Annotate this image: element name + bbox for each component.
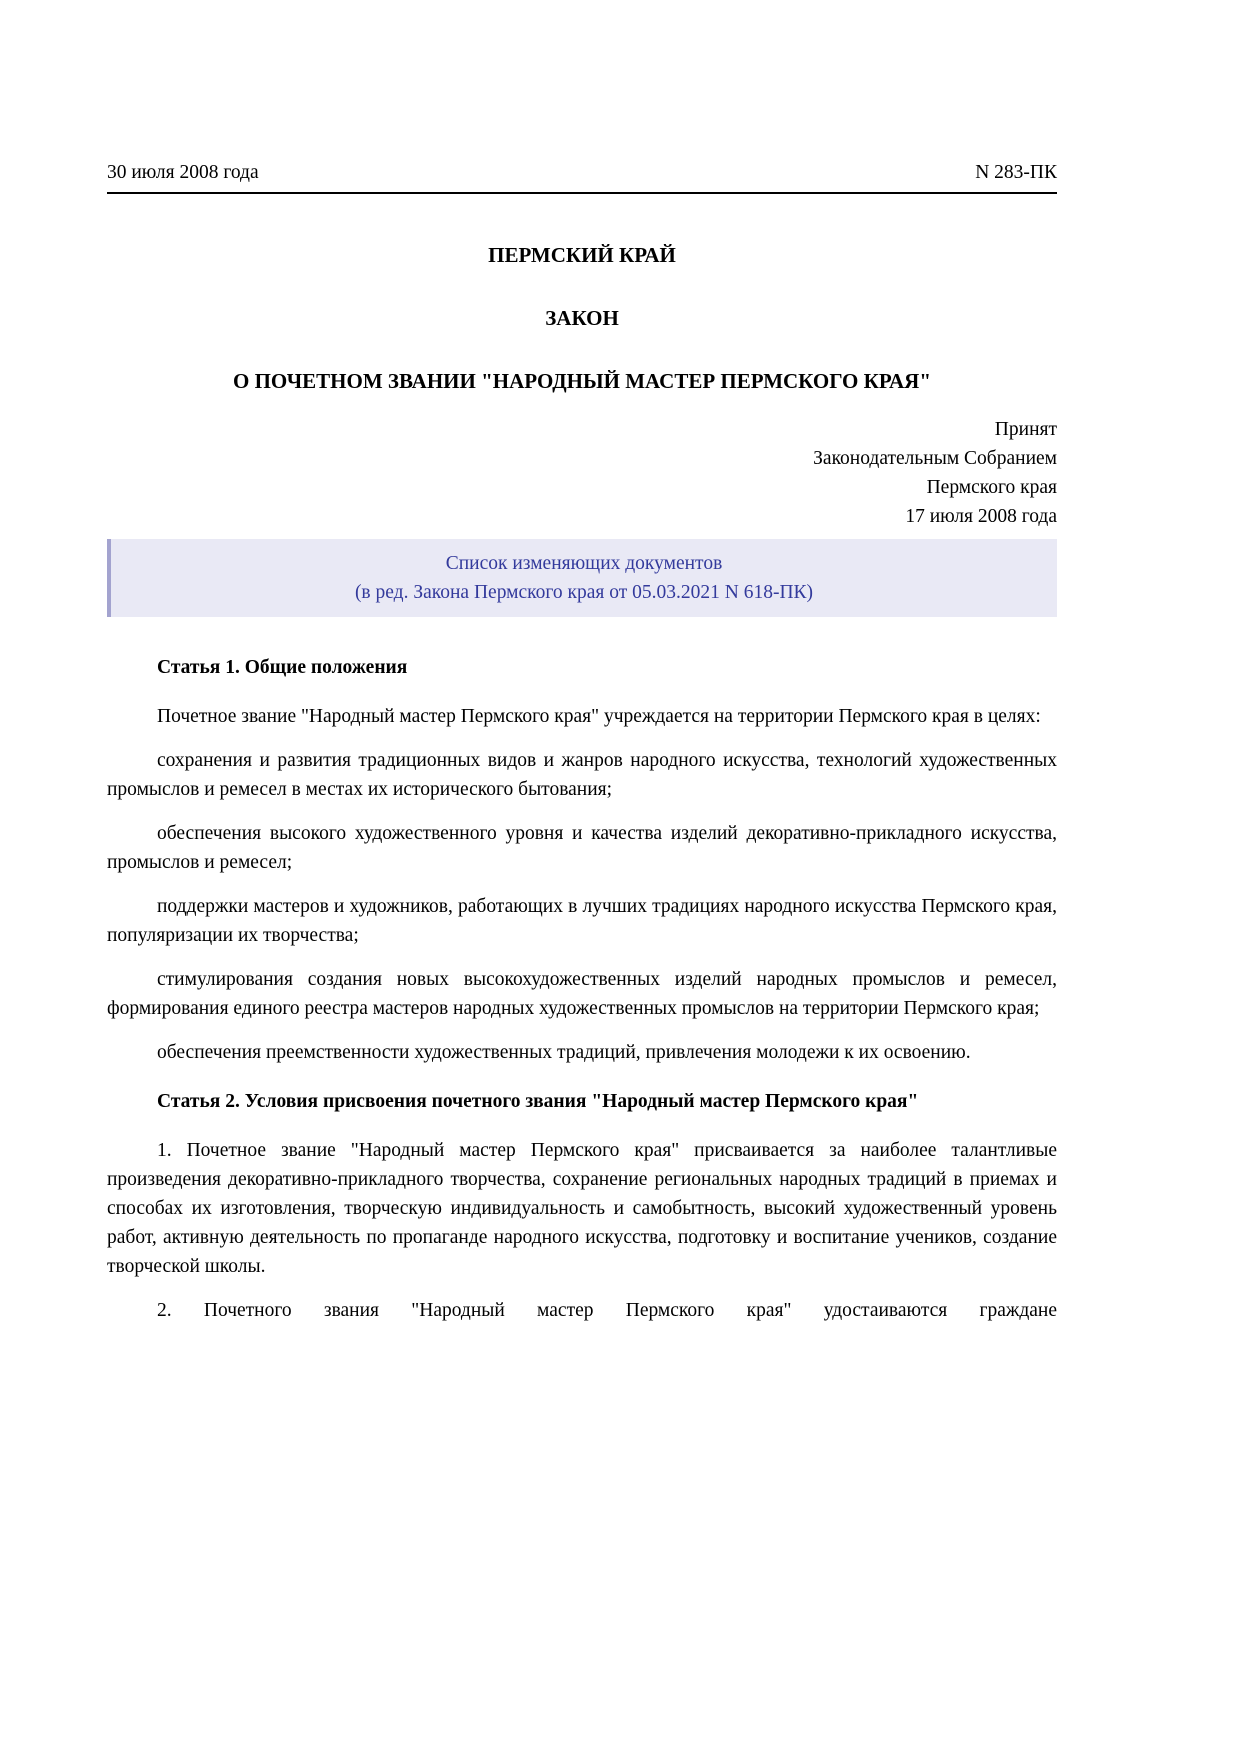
- document-date: 30 июля 2008 года: [107, 162, 259, 183]
- article-1-paragraph-4: поддержки мастеров и художников, работающих в лучших традициях народного искусства Пермского края, популяризации их творчества;: [107, 896, 1057, 946]
- document-number: N 283-ПК: [975, 162, 1057, 183]
- document-type: ЗАКОН: [545, 306, 619, 330]
- document-title: О ПОЧЕТНОМ ЗВАНИИ "НАРОДНЫЙ МАСТЕР ПЕРМСКОГО КРАЯ": [233, 369, 931, 393]
- adoption-line-3: Пермского края: [926, 477, 1057, 498]
- adoption-block: [107, 415, 1057, 531]
- adoption-line-1: Принят: [994, 419, 1057, 440]
- amendments-note: [107, 539, 1057, 617]
- article-1-paragraph-5: стимулирования создания новых высокохудожественных изделий народных промыслов и ремесел, формирования единого реестра мастеров народных художественных промыслов на территории Пермского края;: [107, 969, 1057, 1019]
- article-1-paragraph-3: обеспечения высокого художественного уровня и качества изделий декоративно-прикладного искусства, промыслов и ремесел;: [107, 823, 1057, 873]
- article-1-heading: Статья 1. Общие положения: [157, 657, 408, 678]
- article-1-paragraph-2: сохранения и развития традиционных видов и жанров народного искусства, технологий художественных промыслов и ремесел в местах их исторического бытования;: [107, 750, 1057, 800]
- adoption-line-2: Законодательным Собранием: [813, 448, 1057, 469]
- amendments-revision: (в ред. Закона Пермского края от 05.03.2021 N 618-ПК): [354, 582, 814, 603]
- amendments-title: Список изменяющих документов: [445, 553, 723, 574]
- article-2-paragraph-2: 2. Почетного звания "Народный мастер Пермского края" удостаиваются граждане: [157, 1300, 1057, 1321]
- region-name: ПЕРМСКИЙ КРАЙ: [488, 243, 676, 267]
- article-1-paragraph-1: Почетное звание "Народный мастер Пермского края" учреждается на территории Пермского края в целях:: [157, 706, 1041, 727]
- document-header: [107, 158, 1057, 187]
- article-1-paragraph-6: обеспечения преемственности художественных традиций, привлечения молодежи к их освоению.: [157, 1042, 971, 1063]
- article-2-heading: Статья 2. Условия присвоения почетного звания "Народный мастер Пермского края": [157, 1091, 919, 1112]
- adoption-line-4: 17 июля 2008 года: [905, 506, 1057, 527]
- header-divider: [107, 192, 1057, 194]
- article-2-paragraph-1: 1. Почетное звание "Народный мастер Пермского края" присваивается за наиболее талантливые произведения декоративно-прикладного творчества, сохранение региональных народных традиций в приемах и способах их изготовления, творческую индивидуальность и самобытность, высокий художественный уровень работ, активную деятельность по пропаганде народного искусства, подготовку и воспитание учеников, создание творческой школы.: [107, 1140, 1057, 1277]
